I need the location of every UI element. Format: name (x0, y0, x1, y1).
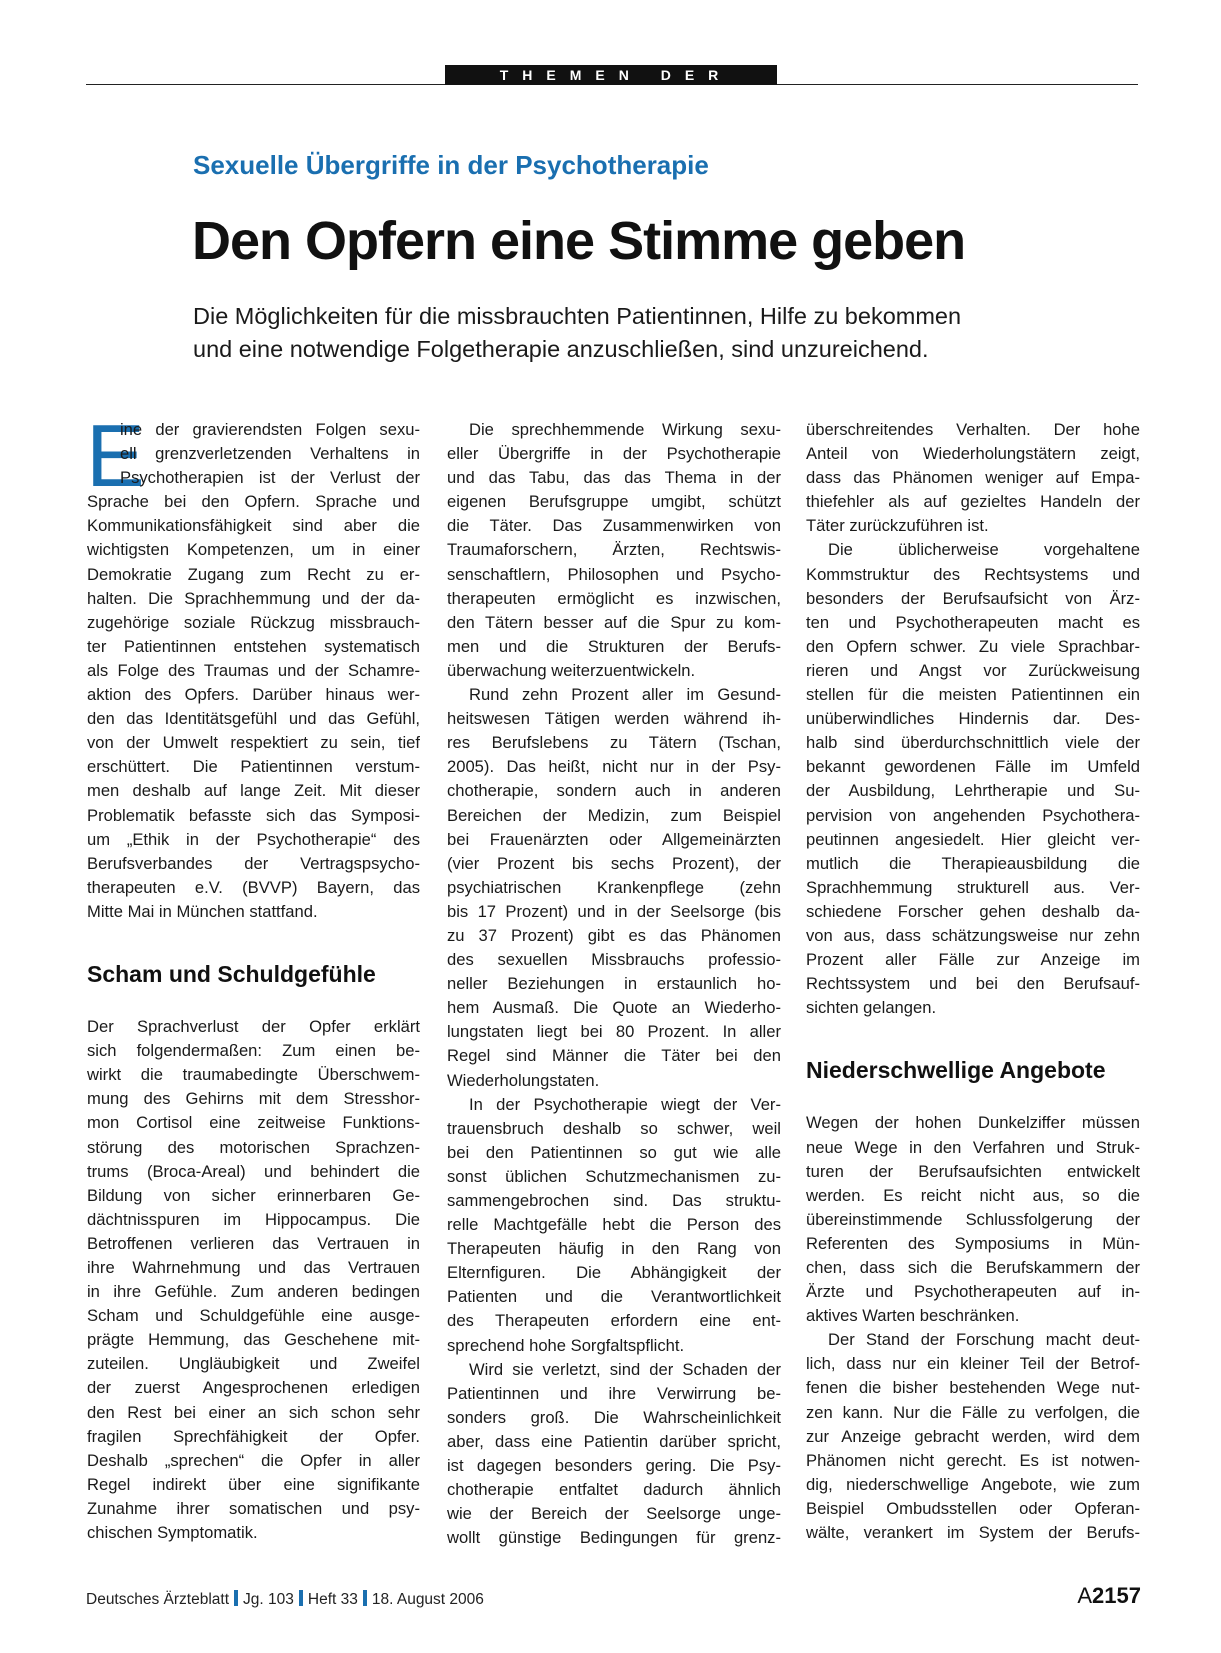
text-line: Regel indirekt über eine signifikante (87, 1474, 420, 1494)
text-line: hem Ausmaß. Die Quote an Wiederho- (447, 998, 781, 1018)
footer-separator (234, 1590, 238, 1606)
text-line: men deshalb auf lange Zeit. Mit dieser (87, 781, 420, 801)
text-line: des sexuellen Missbrauchs professio- (447, 950, 781, 970)
text-line: trums (Broca-Areal) und behindert die (87, 1161, 420, 1181)
text-line: neue Wege in den Verfahren und Struk- (806, 1137, 1140, 1157)
page-prefix: A (1077, 1583, 1093, 1608)
text-line: ihre Wahrnehmung und das Vertrauen (87, 1258, 420, 1277)
column-2 (447, 418, 781, 1550)
text-line: chischen Symptomatik. (87, 1523, 258, 1543)
text-line: Patienten und die Verantwortlichkeit (447, 1287, 781, 1307)
text-line: bei Frauenärzten oder Allgemeinärzten (447, 829, 781, 849)
text-line: pervision von angehenden Psychothera- (806, 805, 1140, 825)
text-line: Täter zurückzuführen ist. (806, 516, 989, 536)
text-line: mutlich die Therapieausbildung die (806, 853, 1140, 873)
drop-cap: E (86, 406, 145, 505)
text-line: mon Cortisol eine zeitweise Funktions- (87, 1113, 420, 1133)
text-line: Beispiel Ombudsstellen oder Opferan- (806, 1498, 1140, 1518)
text-line: Scham und Schuldgefühle eine ausge- (87, 1306, 420, 1326)
text-line: In der Psychotherapie wiegt der Ver- (469, 1094, 781, 1114)
section-tag: THEMEN DER ZEIT (445, 65, 777, 85)
text-line: Traumaforschern, Ärzten, Rechtswis- (447, 540, 781, 560)
text-line: Berufsverbandes der Vertragspsycho- (87, 853, 420, 873)
text-line: Zunahme ihrer somatischen und psy- (87, 1498, 420, 1518)
text-line: sonders groß. Die Wahrscheinlichkeit (447, 1407, 781, 1427)
text-line: Referenten des Symposiums in Mün- (806, 1233, 1140, 1253)
text-line: ine der gravierendsten Folgen sexu- (120, 420, 420, 439)
text-line: Kommunikationsfähigkeit sind aber die (87, 516, 420, 536)
section-heading: Scham und Schuldgefühle (87, 960, 376, 987)
text-line: als Folge des Traumas und der Schamre- (87, 660, 420, 680)
text-line: heitswesen Tätigen werden während ih- (447, 709, 781, 729)
text-line: Wird sie verletzt, sind der Schaden der (469, 1359, 781, 1379)
footer-separator (363, 1590, 367, 1606)
text-line: wollt günstige Bedingungen für grenz- (447, 1528, 781, 1548)
text-line: überwachung weiterzuentwickeln. (447, 660, 696, 680)
text-line: halb sind überdurchschnittlich viele der (806, 733, 1140, 753)
text-line: überschreitendes Verhalten. Der hohe (806, 420, 1140, 439)
text-line: zuteilen. Ungläubigkeit und Zweifel (87, 1354, 420, 1374)
text-line: der zuerst Angesprochenen erledigen (87, 1378, 420, 1398)
text-line: dass das Phänomen weniger auf Empa- (806, 468, 1140, 488)
text-line: Problematik befasste sich das Symposi- (87, 805, 420, 825)
text-line: Therapeuten häufig in den Rang von (447, 1239, 781, 1259)
text-line: störung des motorischen Sprachzen- (87, 1137, 420, 1157)
text-line: und das Tabu, das das Thema in der (447, 468, 781, 488)
text-line: ten und Psychotherapeuten macht es (806, 612, 1140, 632)
text-line: chotherapie, sondern auch in anderen (447, 781, 781, 801)
article-title: Den Opfern eine Stimme geben (192, 211, 966, 271)
text-line: Demokratie Zugang zum Recht zu er- (87, 564, 420, 584)
text-line: ter Patientinnen entstehen systematisch (87, 636, 420, 656)
text-line: relle Machtgefälle hebt die Person des (447, 1215, 781, 1235)
text-line: 2005). Das heißt, nicht nur in der Psy- (447, 757, 781, 777)
text-line: rieren und Angst vor Zurückweisung (806, 660, 1140, 680)
text-line: übereinstimmende Schlussfolgerung der (806, 1209, 1140, 1229)
journal-date: 18. August 2006 (371, 1591, 484, 1608)
text-line: dig, niederschwellige Angebote, wie zum (806, 1474, 1140, 1494)
text-line: thiefehler als auf gezieltes Handeln der (806, 492, 1140, 512)
text-line: dächtnisspuren im Hippocampus. Die (87, 1209, 420, 1229)
column-3 (806, 418, 1140, 1545)
text-line: aber, dass eine Patientin darüber spricht, (447, 1431, 781, 1451)
text-line: Wiederholungstaten. (447, 1070, 600, 1090)
text-line: lich, dass nur ein kleiner Teil der Betrof- (806, 1354, 1140, 1374)
text-line: Rechtssystem und bei den Berufsauf- (806, 974, 1140, 994)
text-line: mung des Gehirns mit dem Stresshor- (87, 1089, 420, 1109)
text-line: Psychotherapien ist der Verlust der (120, 468, 420, 488)
text-line: aktives Warten beschränken. (806, 1306, 1020, 1326)
text-line: zugehörige soziale Rückzug missbrauch- (87, 612, 420, 632)
text-line: aktion des Opfers. Darüber hinaus wer- (87, 685, 420, 705)
article-kicker: Sexuelle Übergriffe in der Psychotherapie (193, 150, 709, 180)
deck-line: Die Möglichkeiten für die missbrauchten Patientinnen, Hilfe zu bekommen (193, 303, 962, 329)
text-line: Der Stand der Forschung macht deut- (828, 1330, 1140, 1350)
text-line: Die üblicherweise vorgehaltene (828, 540, 1140, 560)
text-line: die Täter. Das Zusammenwirken von (447, 516, 781, 536)
text-line: Bildung von sicher erinnerbaren Ge- (87, 1185, 420, 1205)
text-line: stellen für die meisten Patientinnen ein (806, 685, 1140, 705)
text-line: Sprache bei den Opfern. Sprache und (87, 492, 420, 512)
text-line: ell grenzverletzenden Verhaltens in (120, 444, 420, 464)
text-line: unüberwindliches Hindernis dar. Des- (806, 709, 1140, 729)
text-line: um „Ethik in der Psychotherapie“ des (87, 829, 420, 849)
text-line: wirkt die traumabedingte Überschwem- (87, 1065, 420, 1085)
text-line: fragilen Sprechfähigkeit der Opfer. (87, 1426, 420, 1446)
text-line: peutinnen angesiedelt. Hier gleicht ver- (806, 829, 1140, 849)
text-line: den Tätern besser auf die Spur zu kom- (447, 612, 781, 632)
footer-citation (86, 1590, 484, 1609)
article-deck (193, 300, 1073, 366)
text-line: den das Identitätsgefühl und das Gefühl, (87, 709, 420, 729)
text-line: sich folgendermaßen: Zum einen be- (87, 1041, 420, 1061)
spacer (87, 986, 420, 1015)
text-line: wie der Bereich der Seelsorge unge- (447, 1504, 781, 1524)
text-line: von aus, dass schätzungsweise nur zehn (806, 925, 1140, 945)
text-line: eigenen Berufsgruppe umgibt, schützt (447, 492, 781, 512)
deck-line: und eine notwendige Folgetherapie anzuschließen, sind unzureichend. (193, 336, 929, 362)
section-heading: Niederschwellige Angebote (806, 1057, 1106, 1084)
text-line: Phänomen nicht gerecht. Es ist notwen- (806, 1450, 1140, 1470)
text-line: den Opfern schwer. Zu viele Sprachbar- (806, 636, 1140, 656)
text-line: ist dagegen besonders gering. Die Psy- (447, 1456, 781, 1476)
text-line: psychiatrischen Krankenpflege (zehn (447, 877, 781, 897)
text-line: bis 17 Prozent) und in der Seelsorge (bis (447, 901, 781, 921)
text-line: schiedene Forscher gehen deshalb da- (806, 901, 1140, 921)
page-number (1077, 1583, 1141, 1609)
text-line: wälte, verankert im System der Berufs- (806, 1523, 1140, 1543)
text-line: zur Anzeige gebracht werden, wird dem (806, 1426, 1140, 1446)
text-line: zen kann. Nur die Fälle zu verfolgen, die (806, 1402, 1140, 1422)
text-line: Rund zehn Prozent aller im Gesund- (469, 685, 781, 705)
text-line: in ihre Gefühle. Zum anderen bedingen (87, 1282, 420, 1302)
text-line: bei den Patientinnen so gut wie alle (447, 1142, 781, 1162)
text-line: men und die Strukturen der Berufs- (447, 636, 781, 656)
journal-issue: Heft 33 (307, 1591, 358, 1608)
text-line: eller Übergriffe in der Psychotherapie (447, 444, 781, 464)
text-line: Bereichen der Medizin, zum Beispiel (447, 805, 781, 825)
column-1 (86, 406, 420, 1545)
text-line: Kommstruktur des Rechtsystems und (806, 564, 1140, 584)
text-line: erschüttert. Die Patientinnen verstum- (87, 757, 420, 777)
text-line: Patientinnen und ihre Verwirrung be- (447, 1383, 781, 1403)
text-line: zu 37 Prozent) gibt es das Phänomen (447, 925, 781, 945)
text-line: lungstaten liegt bei 80 Prozent. In aller (447, 1022, 781, 1042)
text-line: sichten gelangen. (806, 998, 937, 1018)
text-line: chen, dass sich die Berufskammern der (806, 1258, 1140, 1277)
text-line: turen der Berufsaufsichten entwickelt (806, 1161, 1140, 1181)
spacer (806, 1020, 1140, 1058)
text-line: Sprachhemmung strukturell aus. Ver- (806, 877, 1140, 897)
text-line: neller Beziehungen in erstaunlich ho- (447, 974, 781, 994)
spacer (87, 924, 420, 962)
text-line: prägte Hemmung, das Geschehene mit- (87, 1330, 420, 1350)
text-line: Der Sprachverlust der Opfer erklärt (87, 1017, 420, 1037)
text-line: Wegen der hohen Dunkelziffer müssen (806, 1113, 1140, 1133)
text-line: senschaftlern, Philosophen und Psycho- (447, 564, 781, 584)
text-line: halten. Die Sprachhemmung und der da- (87, 588, 420, 608)
text-line: fenen die bisher bestehenden Wege nut- (806, 1378, 1140, 1398)
text-line: den Rest bei einer an sich schon sehr (87, 1402, 420, 1422)
text-line: Elternfiguren. Die Abhängigkeit der (447, 1263, 781, 1283)
text-line: (vier Prozent bis sechs Prozent), der (447, 853, 781, 873)
text-line: res Berufslebens zu Tätern (Tschan, (447, 733, 781, 753)
text-line: chotherapie entfaltet dadurch ähnlich (447, 1480, 781, 1500)
page-number-value: 2157 (1092, 1583, 1141, 1608)
text-line: bekannt gewordenen Fälle im Umfeld (806, 757, 1140, 777)
text-line: wichtigsten Kompetenzen, um in einer (87, 540, 420, 560)
journal-volume: Jg. 103 (243, 1591, 294, 1608)
text-line: therapeuten e.V. (BVVP) Bayern, das (87, 877, 420, 897)
spacer (806, 1082, 1140, 1111)
text-line: Anteil von Wiederholungstätern zeigt, (806, 444, 1140, 464)
text-line: sammengebrochen sind. Das struktu- (447, 1191, 781, 1210)
text-line: der Ausbildung, Lehrtherapie und Su- (806, 781, 1140, 801)
text-line: Regel sind Männer die Täter bei den (447, 1046, 781, 1066)
text-line: des Therapeuten erfordern eine ent- (447, 1311, 781, 1331)
text-line: von der Umwelt respektiert zu sein, tief (87, 733, 420, 753)
text-line: Betroffenen verlieren das Vertrauen in (87, 1233, 420, 1253)
text-line: werden. Es reicht nicht aus, so die (806, 1185, 1140, 1205)
text-line: therapeuten ermöglicht es inzwischen, (447, 588, 781, 608)
text-line: Deshalb „sprechen“ die Opfer in aller (87, 1450, 420, 1470)
text-line: Prozent aller Fälle zur Anzeige im (806, 950, 1140, 970)
text-line: Die sprechhemmende Wirkung sexu- (469, 420, 781, 439)
text-line: Ärzte und Psychotherapeuten auf in- (806, 1282, 1140, 1302)
text-line: trauensbruch deshalb so schwer, weil (447, 1118, 781, 1138)
text-line: sonst üblichen Schutzmechanismen zu- (447, 1166, 781, 1186)
journal-name: Deutsches Ärzteblatt (86, 1591, 230, 1608)
text-line: sprechend hohe Sorgfaltspflicht. (447, 1335, 685, 1355)
text-line: Mitte Mai in München stattfand. (87, 901, 318, 921)
footer-separator (299, 1590, 303, 1606)
text-line: besonders der Berufsaufsicht von Ärz- (806, 588, 1140, 608)
